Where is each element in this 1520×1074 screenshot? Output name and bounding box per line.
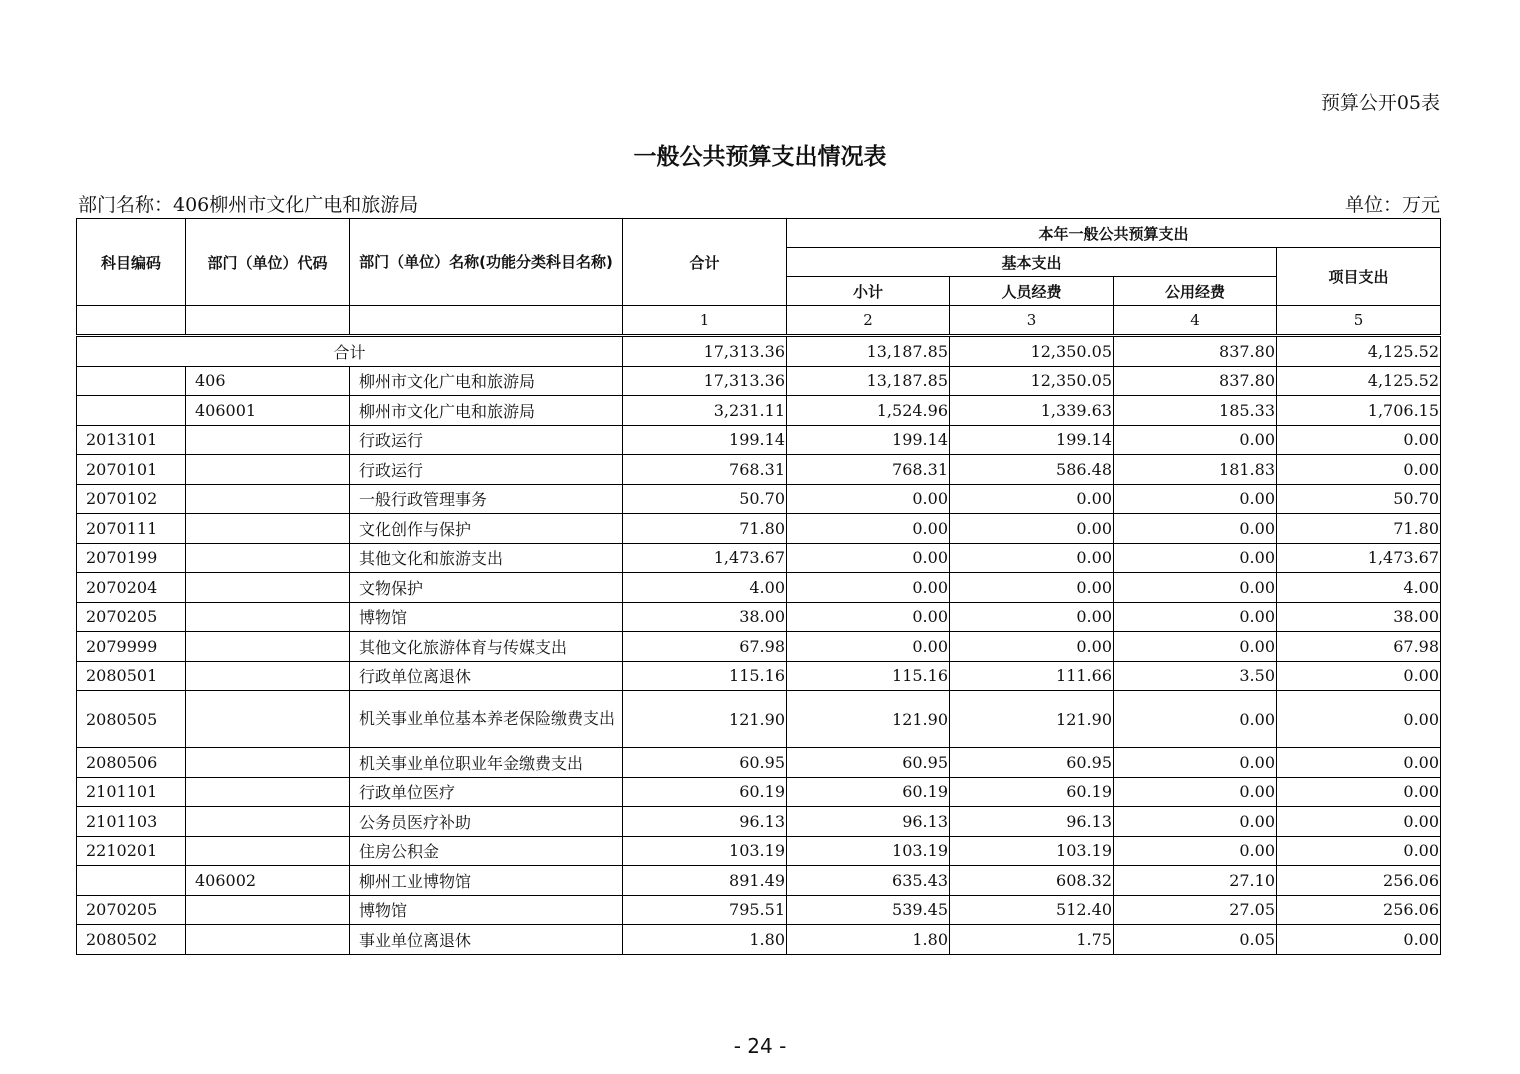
cell-value: 199.14: [623, 425, 787, 455]
cell-value: 121.90: [950, 691, 1114, 748]
dept-code: 406002: [186, 866, 350, 896]
item-name: 文物保护: [350, 573, 623, 603]
cell-value: 38.00: [1277, 602, 1441, 632]
header-index-3: 3: [950, 306, 1114, 336]
total-value: 17,313.36: [623, 336, 787, 367]
page-title: 一般公共预算支出情况表: [633, 144, 887, 170]
budget-table: [76, 218, 1441, 955]
cell-value: 0.00: [1114, 484, 1277, 514]
cell-value: 96.13: [623, 807, 787, 837]
header-dept-name: 部门（单位）名称(功能分类科目名称): [350, 219, 623, 306]
cell-value: 0.00: [950, 632, 1114, 662]
item-name: 住房公积金: [350, 836, 623, 866]
cell-value: 0.00: [787, 484, 950, 514]
cell-value: 115.16: [623, 661, 787, 691]
cell-value: 635.43: [787, 866, 950, 896]
cell-value: 0.00: [1277, 455, 1441, 485]
table-row: [77, 484, 1441, 514]
cell-value: 12,350.05: [950, 366, 1114, 396]
table-row: [77, 661, 1441, 691]
subject-code: 2070102: [77, 484, 186, 514]
subject-code: 2101101: [77, 777, 186, 807]
cell-value: 0.00: [1114, 691, 1277, 748]
item-name: 博物馆: [350, 895, 623, 925]
total-row: [77, 336, 1441, 367]
cell-value: 96.13: [787, 807, 950, 837]
cell-value: 1,706.15: [1277, 396, 1441, 426]
subject-code: 2013101: [77, 425, 186, 455]
item-name: 柳州工业博物馆: [350, 866, 623, 896]
table-row: [77, 836, 1441, 866]
cell-value: 256.06: [1277, 866, 1441, 896]
cell-value: 586.48: [950, 455, 1114, 485]
subject-code: 2210201: [77, 836, 186, 866]
subject-code: 2080502: [77, 925, 186, 955]
cell-value: 71.80: [1277, 514, 1441, 544]
department-label: 部门名称：406柳州市文化广电和旅游局: [78, 194, 419, 216]
cell-value: 539.45: [787, 895, 950, 925]
cell-value: 60.19: [950, 777, 1114, 807]
cell-value: 17,313.36: [623, 366, 787, 396]
total-value: 4,125.52: [1277, 336, 1441, 367]
cell-value: 60.19: [787, 777, 950, 807]
item-name: 行政单位医疗: [350, 777, 623, 807]
table-row: [77, 632, 1441, 662]
table-row: [77, 748, 1441, 778]
item-name: 机关事业单位职业年金缴费支出: [350, 748, 623, 778]
item-name: 行政运行: [350, 455, 623, 485]
cell-value: 96.13: [950, 807, 1114, 837]
item-name: 博物馆: [350, 602, 623, 632]
unit-label: 单位：万元: [1344, 194, 1440, 216]
cell-value: 103.19: [623, 836, 787, 866]
cell-value: 38.00: [623, 602, 787, 632]
item-name: 文化创作与保护: [350, 514, 623, 544]
cell-value: 0.00: [1114, 748, 1277, 778]
cell-value: 121.90: [623, 691, 787, 748]
cell-value: 3,231.11: [623, 396, 787, 426]
item-name: 事业单位离退休: [350, 925, 623, 955]
cell-value: 0.00: [787, 573, 950, 603]
cell-value: 0.00: [1114, 543, 1277, 573]
header-index-5: 5: [1277, 306, 1441, 336]
cell-value: 185.33: [1114, 396, 1277, 426]
table-row: [77, 807, 1441, 837]
cell-value: 13,187.85: [787, 366, 950, 396]
cell-value: 60.95: [787, 748, 950, 778]
header-personnel: 人员经费: [950, 277, 1114, 306]
cell-value: 0.00: [1277, 836, 1441, 866]
cell-value: 1,473.67: [623, 543, 787, 573]
dept-code: [186, 514, 350, 544]
cell-value: 0.00: [787, 632, 950, 662]
header-total: 合计: [623, 219, 787, 306]
cell-value: 71.80: [623, 514, 787, 544]
cell-value: 60.19: [623, 777, 787, 807]
item-name: 柳州市文化广电和旅游局: [350, 396, 623, 426]
total-value: 13,187.85: [787, 336, 950, 367]
cell-value: 512.40: [950, 895, 1114, 925]
header-group: 本年一般公共预算支出: [787, 219, 1441, 248]
cell-value: 891.49: [623, 866, 787, 896]
cell-value: 0.00: [1114, 807, 1277, 837]
cell-value: 4,125.52: [1277, 366, 1441, 396]
cell-value: 0.00: [950, 543, 1114, 573]
cell-value: 256.06: [1277, 895, 1441, 925]
cell-value: 0.00: [1277, 807, 1441, 837]
subject-code: 2080505: [77, 691, 186, 748]
item-name: 柳州市文化广电和旅游局: [350, 366, 623, 396]
cell-value: 1.80: [623, 925, 787, 955]
total-value: 12,350.05: [950, 336, 1114, 367]
cell-value: 50.70: [623, 484, 787, 514]
cell-value: 0.05: [1114, 925, 1277, 955]
cell-value: 199.14: [787, 425, 950, 455]
header-public: 公用经费: [1114, 277, 1277, 306]
subject-code: 2070199: [77, 543, 186, 573]
item-name: 一般行政管理事务: [350, 484, 623, 514]
dept-code: [186, 807, 350, 837]
table-row: [77, 573, 1441, 603]
cell-value: 0.00: [1114, 836, 1277, 866]
item-name: 机关事业单位基本养老保险缴费支出: [350, 691, 623, 748]
cell-value: 0.00: [950, 573, 1114, 603]
dept-code: [186, 895, 350, 925]
item-name: 其他文化和旅游支出: [350, 543, 623, 573]
cell-value: 103.19: [950, 836, 1114, 866]
table-row: [77, 777, 1441, 807]
cell-value: 0.00: [1114, 425, 1277, 455]
cell-value: 1,339.63: [950, 396, 1114, 426]
form-number: 预算公开05表: [1320, 92, 1440, 114]
cell-value: 0.00: [950, 602, 1114, 632]
cell-value: 768.31: [623, 455, 787, 485]
subject-code: 2080506: [77, 748, 186, 778]
cell-value: 0.00: [1114, 632, 1277, 662]
cell-value: 50.70: [1277, 484, 1441, 514]
item-name: 行政单位离退休: [350, 661, 623, 691]
cell-value: 0.00: [1277, 777, 1441, 807]
header-index-2: 2: [787, 306, 950, 336]
table-row: [77, 691, 1441, 748]
header-basic: 基本支出: [787, 248, 1277, 277]
dept-code: [186, 455, 350, 485]
header-project: 项目支出: [1277, 248, 1441, 306]
table-row: [77, 425, 1441, 455]
cell-value: 0.00: [1277, 925, 1441, 955]
cell-value: 0.00: [950, 514, 1114, 544]
subject-code: 2070101: [77, 455, 186, 485]
table-row: [77, 366, 1441, 396]
cell-value: 103.19: [787, 836, 950, 866]
cell-value: 837.80: [1114, 366, 1277, 396]
table-row: [77, 455, 1441, 485]
dept-code: [186, 425, 350, 455]
table-row: [77, 925, 1441, 955]
cell-value: 0.00: [1277, 691, 1441, 748]
subject-code: [77, 366, 186, 396]
dept-code: [186, 484, 350, 514]
cell-value: 1.75: [950, 925, 1114, 955]
table-row: [77, 602, 1441, 632]
cell-value: 67.98: [1277, 632, 1441, 662]
cell-value: 1,524.96: [787, 396, 950, 426]
dept-code: [186, 691, 350, 748]
subject-code: 2070204: [77, 573, 186, 603]
dept-code: [186, 661, 350, 691]
dept-code: [186, 543, 350, 573]
cell-value: 199.14: [950, 425, 1114, 455]
cell-value: 60.95: [950, 748, 1114, 778]
dept-code: [186, 632, 350, 662]
table-row: [77, 895, 1441, 925]
dept-code: 406: [186, 366, 350, 396]
cell-value: 181.83: [1114, 455, 1277, 485]
dept-code: [186, 748, 350, 778]
cell-value: 0.00: [1114, 573, 1277, 603]
cell-value: 3.50: [1114, 661, 1277, 691]
cell-value: 1.80: [787, 925, 950, 955]
header-index-4: 4: [1114, 306, 1277, 336]
cell-value: 111.66: [950, 661, 1114, 691]
dept-code: 406001: [186, 396, 350, 426]
item-name: 行政运行: [350, 425, 623, 455]
cell-value: 0.00: [950, 484, 1114, 514]
cell-value: 121.90: [787, 691, 950, 748]
cell-value: 27.10: [1114, 866, 1277, 896]
total-value: 837.80: [1114, 336, 1277, 367]
cell-value: 4.00: [623, 573, 787, 603]
cell-value: 67.98: [623, 632, 787, 662]
cell-value: 60.95: [623, 748, 787, 778]
cell-value: 4.00: [1277, 573, 1441, 603]
table-row: [77, 866, 1441, 896]
subject-code: 2070205: [77, 895, 186, 925]
table-row: [77, 396, 1441, 426]
subject-code: 2101103: [77, 807, 186, 837]
cell-value: 795.51: [623, 895, 787, 925]
subject-code: [77, 396, 186, 426]
cell-value: 0.00: [1277, 748, 1441, 778]
dept-code: [186, 602, 350, 632]
cell-value: 0.00: [787, 514, 950, 544]
cell-value: 115.16: [787, 661, 950, 691]
table-row: [77, 543, 1441, 573]
item-name: 其他文化旅游体育与传媒支出: [350, 632, 623, 662]
cell-value: 1,473.67: [1277, 543, 1441, 573]
subject-code: 2079999: [77, 632, 186, 662]
page-number: - 24 -: [733, 1034, 787, 1058]
cell-value: 0.00: [1277, 661, 1441, 691]
cell-value: 0.00: [1114, 514, 1277, 544]
cell-value: 0.00: [787, 602, 950, 632]
subject-code: 2070111: [77, 514, 186, 544]
cell-value: 0.00: [1277, 425, 1441, 455]
table-row: [77, 514, 1441, 544]
subject-code: 2070205: [77, 602, 186, 632]
dept-code: [186, 573, 350, 603]
header-subtotal: 小计: [787, 277, 950, 306]
cell-value: 0.00: [1114, 777, 1277, 807]
cell-value: 27.05: [1114, 895, 1277, 925]
dept-code: [186, 836, 350, 866]
cell-value: 768.31: [787, 455, 950, 485]
item-name: 公务员医疗补助: [350, 807, 623, 837]
dept-code: [186, 925, 350, 955]
subject-code: [77, 866, 186, 896]
header-dept-code: 部门（单位）代码: [186, 219, 350, 306]
total-label: 合计: [77, 336, 623, 367]
cell-value: 0.00: [1114, 602, 1277, 632]
header-subject-code: 科目编码: [77, 219, 186, 306]
cell-value: 608.32: [950, 866, 1114, 896]
subject-code: 2080501: [77, 661, 186, 691]
dept-code: [186, 777, 350, 807]
header-index-1: 1: [623, 306, 787, 336]
cell-value: 0.00: [787, 543, 950, 573]
